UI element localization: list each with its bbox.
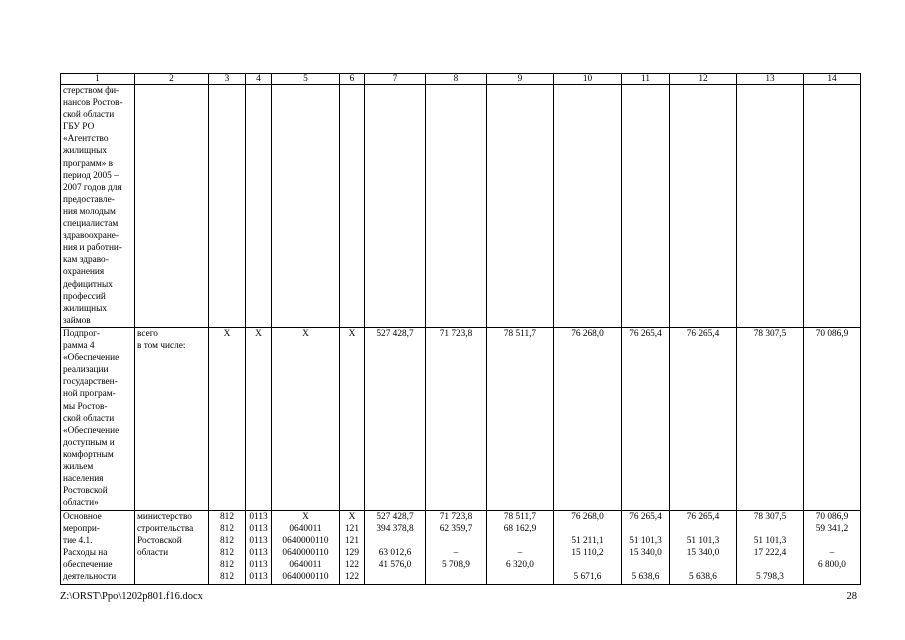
sub-cell: 15 340,0 <box>629 548 662 559</box>
text-line: мы Ростов- <box>63 401 108 412</box>
text-line: тие 4.1. <box>63 536 93 547</box>
header-cell-2: 2 <box>135 74 209 85</box>
header-cell-8: 8 <box>426 74 487 85</box>
row-b-name-lines <box>63 328 132 509</box>
row-c-name-lines <box>63 511 132 584</box>
sub-cell: 5 638,6 <box>631 572 660 583</box>
sub-cell: 76 268,0 <box>571 512 604 522</box>
table-row-measure <box>61 511 861 585</box>
sub-cell: 71 723,8 <box>439 512 473 522</box>
header-cell-10: 10 <box>554 74 622 85</box>
row-b-executor-cell <box>135 328 209 511</box>
text-line: ния и работни- <box>63 243 122 254</box>
row-c-col-14 <box>804 511 861 585</box>
sub-cell: 812 <box>220 536 234 547</box>
sub-cell: 59 341,2 <box>815 524 849 535</box>
sub-cell <box>428 535 484 547</box>
text-line: жилищных <box>63 303 108 314</box>
row-c-col-6 <box>340 511 365 585</box>
row-b-cell-5: X <box>272 328 340 511</box>
row-b-cell-13: 78 307,5 <box>737 328 804 511</box>
sub-cell <box>556 559 619 571</box>
text-line: министерство <box>137 512 192 522</box>
sub-cell <box>806 571 858 583</box>
row-b-cell-12: 76 265,4 <box>670 328 737 511</box>
sub-cell: 0113 <box>249 560 268 571</box>
text-line: «Агентство <box>63 134 109 145</box>
text-line: доступным и <box>63 437 115 448</box>
table-row-continuation <box>61 85 861 328</box>
row-c-col-7 <box>365 511 426 585</box>
sub-cell <box>367 535 423 547</box>
text-line: меропри- <box>63 524 101 535</box>
text-line: всего <box>137 329 158 339</box>
row-b-cell-3: X <box>209 328 246 511</box>
text-line: нансов Ростов- <box>63 98 123 109</box>
text-line: программ» в <box>63 158 113 169</box>
text-line: Подпрог- <box>63 329 101 339</box>
sub-cell: 0640011 <box>289 560 322 571</box>
row-c-col-11 <box>622 511 670 585</box>
sub-cell: 129 <box>345 548 359 559</box>
sub-cell: 122 <box>345 560 359 571</box>
header-cell-13: 13 <box>737 74 804 85</box>
sub-cell: 812 <box>220 572 234 583</box>
header-cell-1: 1 <box>61 74 135 85</box>
text-line: Ростовской <box>63 486 108 497</box>
sub-cell: 51 101,3 <box>753 536 787 547</box>
text-line: ской области <box>63 413 115 424</box>
text-line: жилищных <box>63 146 108 157</box>
text-line: профессий <box>63 291 106 302</box>
sub-cell: 78 307,5 <box>753 512 787 522</box>
sub-cell: 0640000110 <box>282 572 329 583</box>
row-c-executor-lines <box>137 511 206 559</box>
text-line: жильем <box>63 462 94 473</box>
sub-cell: 5 708,9 <box>442 560 470 571</box>
sub-cell: 0113 <box>249 548 268 559</box>
table-row-subprogram <box>61 328 861 511</box>
sub-cell: – <box>453 548 459 559</box>
sub-cell: 5 798,3 <box>756 572 784 583</box>
text-line: рамма 4 <box>63 341 95 352</box>
text-line: ГБУ РО <box>63 122 95 133</box>
row-c-name-cell <box>61 511 135 585</box>
text-line: деятельности <box>63 572 117 583</box>
row-b-cell-6: X <box>340 328 365 511</box>
footer-page-number: 28 <box>846 591 857 602</box>
row-b-cell-10: 76 268,0 <box>554 328 622 511</box>
row-a-name-lines <box>63 85 132 327</box>
sub-cell: 41 576,0 <box>378 560 412 571</box>
sub-cell: 6 320,0 <box>506 560 534 571</box>
sub-cell <box>428 571 484 583</box>
row-b-cell-4: X <box>246 328 272 511</box>
text-line: реализации <box>63 365 109 376</box>
row-b-cell-14: 70 086,9 <box>804 328 861 511</box>
sub-cell: X <box>348 512 356 522</box>
sub-cell: 51 101,3 <box>686 536 720 547</box>
text-line: Расходы на <box>63 548 108 559</box>
sub-cell <box>806 535 858 547</box>
text-line: обеспечение <box>63 560 113 571</box>
sub-cell: 812 <box>220 524 234 535</box>
text-line: займов <box>63 315 91 326</box>
sub-cell <box>624 523 667 535</box>
text-line: Ростовской <box>137 536 182 547</box>
row-b-cell-7: 527 428,7 <box>365 328 426 511</box>
sub-cell: 5 638,6 <box>689 572 717 583</box>
text-line: области» <box>63 498 99 509</box>
text-line: населения <box>63 474 104 485</box>
sub-cell: 76 265,4 <box>629 512 662 522</box>
sub-cell <box>672 523 734 535</box>
sub-cell: 62 359,7 <box>439 524 473 535</box>
sub-cell: 812 <box>220 548 234 559</box>
text-line: здравоохране- <box>63 231 120 242</box>
sub-cell <box>624 559 667 571</box>
sub-cell: 394 378,8 <box>376 524 414 535</box>
text-line: период 2005 – <box>63 170 119 181</box>
sub-cell <box>739 523 801 535</box>
sub-cell: 121 <box>345 524 359 535</box>
sub-cell <box>367 571 423 583</box>
header-cell-5: 5 <box>272 74 340 85</box>
text-line: охранения <box>63 267 105 278</box>
row-c-col-12 <box>670 511 737 585</box>
text-line: предоставле- <box>63 194 115 205</box>
row-b-name-cell <box>61 328 135 511</box>
header-cell-11: 11 <box>622 74 670 85</box>
row-c-col-3 <box>209 511 246 585</box>
header-cell-7: 7 <box>365 74 426 85</box>
sub-cell: 51 101,3 <box>629 536 662 547</box>
text-line: Основное <box>63 512 102 522</box>
row-b-cell-8: 71 723,8 <box>426 328 487 511</box>
sub-cell: 121 <box>345 536 359 547</box>
sub-cell: X <box>302 512 309 522</box>
sub-cell: 70 086,9 <box>815 512 849 522</box>
sub-cell: 78 511,7 <box>503 512 537 522</box>
row-c-executor-cell <box>135 511 209 585</box>
sub-cell <box>556 523 619 535</box>
sub-cell: 68 162,9 <box>503 524 537 535</box>
sub-cell: 0640000110 <box>282 536 329 547</box>
header-cell-9: 9 <box>487 74 554 85</box>
sub-cell: 15 340,0 <box>686 548 720 559</box>
header-row <box>61 74 861 85</box>
sub-cell: 17 222,4 <box>753 548 787 559</box>
sub-cell <box>739 559 801 571</box>
sub-cell <box>672 559 734 571</box>
text-line: 2007 годов для <box>63 182 122 193</box>
budget-table <box>60 73 861 585</box>
text-line: ской области <box>63 110 115 121</box>
sub-cell: 122 <box>345 572 359 583</box>
sub-cell: 0113 <box>249 536 268 547</box>
row-c-col-8 <box>426 511 487 585</box>
sub-cell: 15 110,2 <box>571 548 604 559</box>
text-line: кам здраво- <box>63 255 109 266</box>
sub-cell: 0113 <box>249 572 268 583</box>
row-c-col-5 <box>272 511 340 585</box>
text-line: специалистам <box>63 219 119 230</box>
text-line: дефицитных <box>63 279 113 290</box>
row-c-col-4 <box>246 511 272 585</box>
footer-file-path: Z:\ORST\Ppo\1202p801.f16.docx <box>60 591 203 602</box>
text-line: в том числе: <box>137 341 186 352</box>
sub-cell: 51 211,1 <box>571 536 604 547</box>
sub-cell: 0640011 <box>289 524 322 535</box>
sub-cell: 76 265,4 <box>686 512 720 522</box>
text-line: ной програм- <box>63 389 116 400</box>
text-line: «Обеспечение <box>63 353 120 364</box>
row-c-col-10 <box>554 511 622 585</box>
row-b-executor-lines <box>137 328 206 352</box>
sub-cell: 5 671,6 <box>573 572 602 583</box>
text-line: строительства <box>137 524 194 535</box>
text-line: стерством фи- <box>63 86 120 96</box>
text-line: комфортным <box>63 449 114 460</box>
row-b-cell-11: 76 265,4 <box>622 328 670 511</box>
row-c-col-9 <box>487 511 554 585</box>
header-cell-4: 4 <box>246 74 272 85</box>
sub-cell: 6 800,0 <box>818 560 846 571</box>
sub-cell: 0113 <box>249 524 268 535</box>
text-line: области <box>137 548 169 559</box>
header-cell-6: 6 <box>340 74 365 85</box>
sub-cell: – <box>517 548 523 559</box>
sub-cell: 0113 <box>249 512 268 522</box>
text-line: ния молодым <box>63 206 116 217</box>
sub-cell <box>489 535 551 547</box>
header-cell-3: 3 <box>209 74 246 85</box>
row-a-name-cell <box>61 85 135 328</box>
sub-cell: 812 <box>220 512 234 522</box>
text-line: «Обеспечение <box>63 425 120 436</box>
sub-cell: 0640000110 <box>282 548 329 559</box>
sub-cell: 812 <box>220 560 234 571</box>
row-b-cell-9: 78 511,7 <box>487 328 554 511</box>
sub-cell: 63 012,6 <box>378 548 412 559</box>
sub-cell: – <box>829 548 835 559</box>
header-cell-14: 14 <box>804 74 861 85</box>
sub-cell <box>489 571 551 583</box>
header-cell-12: 12 <box>670 74 737 85</box>
text-line: государствен- <box>63 377 118 388</box>
row-c-col-13 <box>737 511 804 585</box>
sub-cell: 527 428,7 <box>376 512 414 522</box>
